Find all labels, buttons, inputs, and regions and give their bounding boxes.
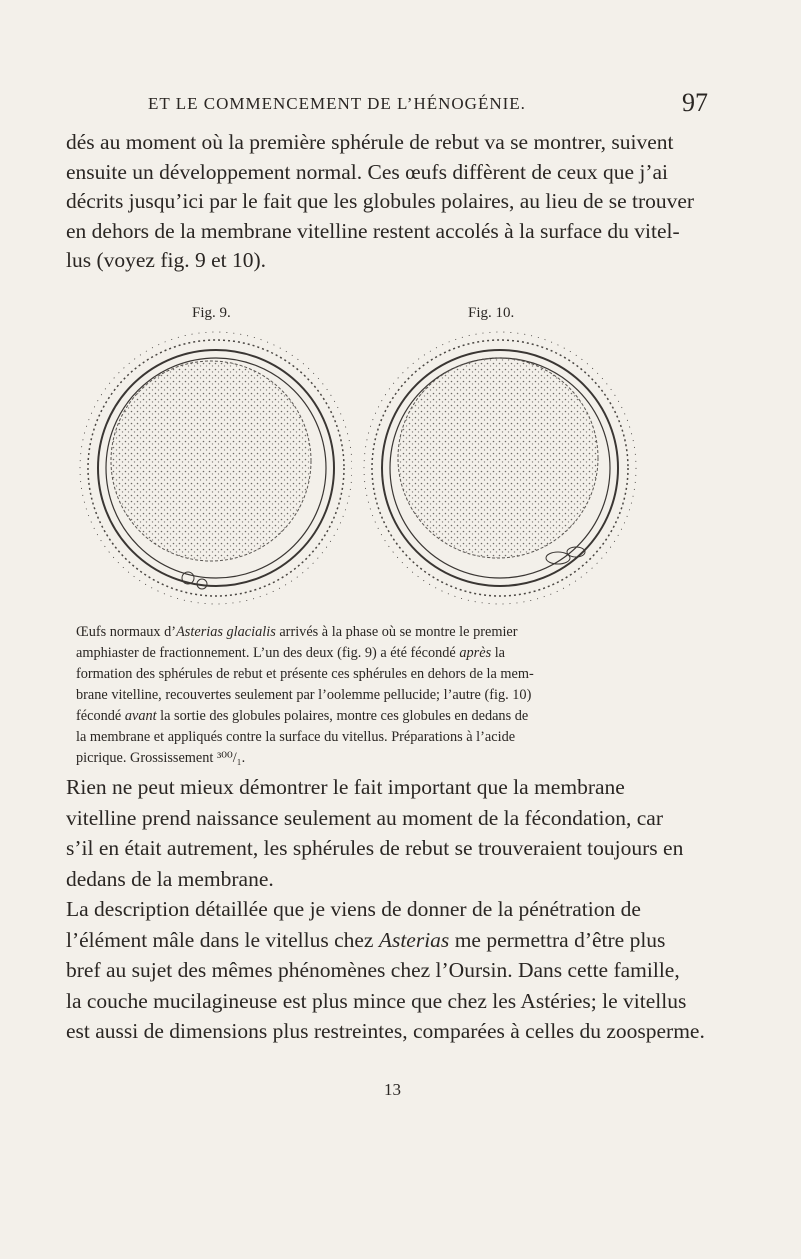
text-line: ensuite un développement normal. Ces œufs diffèrent de ceux que j’ai bbox=[66, 159, 669, 184]
paragraph-main bbox=[66, 772, 708, 1047]
text-line: Rien ne peut mieux démontrer le fait important que la membrane bbox=[66, 775, 625, 799]
text-line: l’élément mâle dans le vitellus chez Asterias me permettra d’être plus bbox=[66, 927, 666, 952]
running-title: ET LE COMMENCEMENT DE L’HÉNOGÉNIE. bbox=[148, 94, 526, 113]
page-number: 97 bbox=[682, 88, 708, 117]
polar-globule-icon bbox=[546, 552, 570, 564]
fig9-label: Fig. 9. bbox=[192, 305, 231, 321]
text-line: dedans de la membrane. bbox=[66, 866, 274, 891]
figure-10-egg-illustration bbox=[360, 326, 638, 608]
text-line: s’il en était autrement, les sphérules de rebut se trouveraient toujours en bbox=[66, 836, 684, 860]
caption-line: fécondé avant la sortie des globules polaires, montre ces globules en dedans de bbox=[76, 708, 529, 724]
text-line: dés au moment où la première sphérule de rebut va se montrer, suivent bbox=[66, 130, 674, 154]
text-line: est aussi de dimensions plus restreintes, comparées à celles du zoosperme. bbox=[66, 1019, 705, 1043]
text-line: bref au sujet des mêmes phénomènes chez l’Oursin. Dans cette famille, bbox=[66, 958, 680, 982]
caption-line: formation des sphérules de rebut et présente ces sphérules en dehors de la mem- bbox=[76, 666, 534, 682]
figure-9-egg-illustration bbox=[76, 326, 352, 608]
signature-mark: 13 bbox=[384, 1080, 401, 1099]
text-line: vitelline prend naissance seulement au moment de la fécondation, car bbox=[66, 805, 663, 830]
text-line: décrits jusqu’ici par le fait que les globules polaires, au lieu de se trouver bbox=[66, 189, 695, 213]
running-header bbox=[148, 88, 708, 124]
caption-line: la membrane et appliqués contre la surface du vitellus. Préparations à l’acide bbox=[76, 729, 516, 745]
text-line: lus (voyez fig. 9 et 10). bbox=[66, 248, 267, 272]
paragraph-intro bbox=[66, 128, 706, 276]
text-line: en dehors de la membrane vitelline restent accolés à la surface du vitel- bbox=[66, 218, 680, 243]
caption-line: amphiaster de fractionnement. L’un des deux (fig. 9) a été fécondé après la bbox=[76, 645, 506, 661]
text-line: La description détaillée que je viens de donner de la pénétration de bbox=[66, 897, 641, 921]
fig10-label: Fig. 10. bbox=[468, 305, 515, 321]
figure-caption bbox=[76, 622, 708, 769]
caption-line: picrique. Grossissement ³⁰⁰/₁. bbox=[76, 750, 246, 766]
caption-line: brane vitelline, recouvertes seulement par l’oolemme pellucide; l’autre (fig. 10) bbox=[76, 687, 532, 703]
caption-line: Œufs normaux d’Asterias glacialis arrivés à la phase où se montre le premier bbox=[76, 624, 518, 640]
text-line: la couche mucilagineuse est plus mince que chez les Astéries; le vitellus bbox=[66, 988, 687, 1013]
